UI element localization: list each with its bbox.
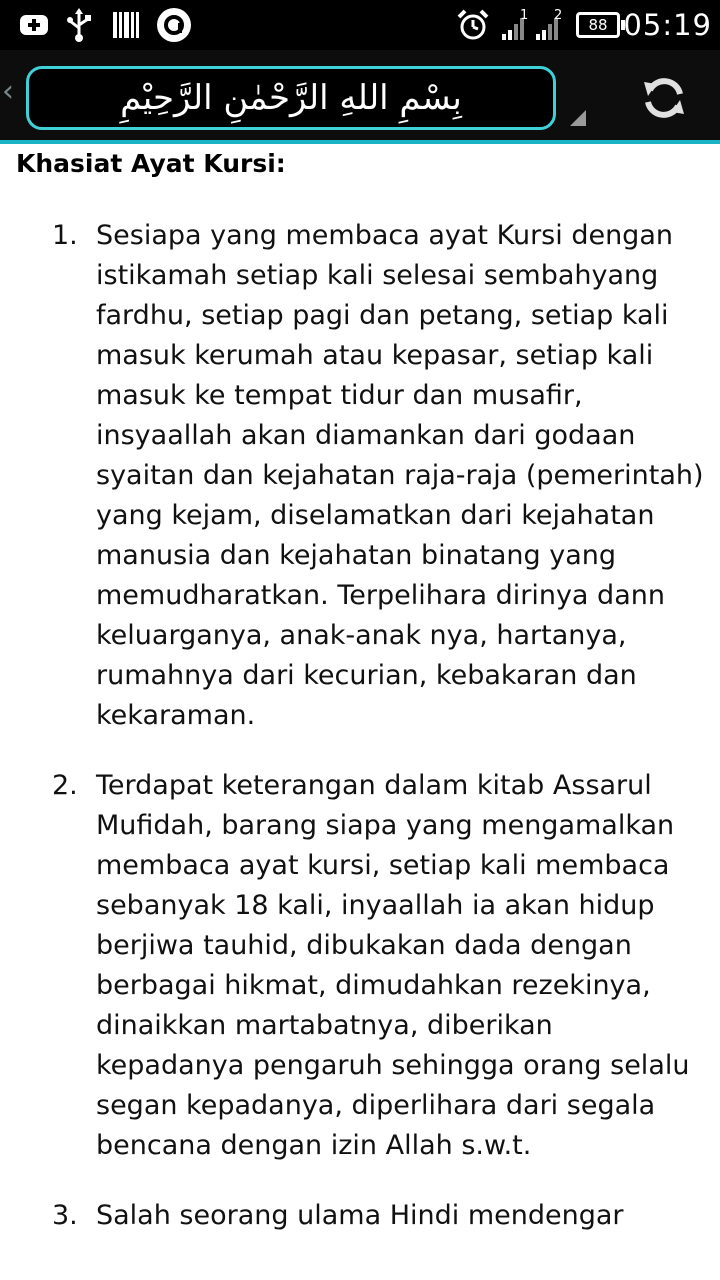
barcode-icon [112,0,140,50]
basmala-banner[interactable] [26,66,556,130]
list-item-number: 3. [52,1200,78,1231]
list-item-text: Sesiapa yang membaca ayat Kursi dengan istikamah setiap kali selesai sembahyang fardhu, setiap pagi dan petang, setiap kali masuk kerumah atau kepasar, setiap kali masuk ke tempat tidur dan musafir, insyaallah akan diamankan dari godaan syaitan dan kejahatan raja-raja (pemerintah) yang kejam, diselamatkan dari kejahatan manusia dan kejahatan binatang yang memudharatkan. Terpelihara dirinya dann keluarganya, anak-anak nya, hartanya, rumahnya dari kecurian, kebakaran dan kekaraman. [96,220,704,731]
list-item-number: 2. [52,770,78,801]
status-bar [0,0,720,50]
app-circle-icon [156,0,192,50]
notification-plus-icon [18,0,50,50]
action-bar [0,50,720,144]
page-title: Khasiat Ayat Kursi: [16,149,286,178]
battery-level: 88 [576,12,620,38]
dropdown-corner-icon [570,110,586,126]
list-item-number: 1. [52,220,78,251]
usb-icon [66,0,92,50]
back-chevron-icon[interactable]: ‹ [2,74,14,109]
article-content[interactable] [0,148,720,1280]
list-item-text: Terdapat keterangan dalam kitab Assarul Mufidah, barang siapa yang mengamalkan membaca ayat kursi, setiap kali membaca sebanyak 18 kali, inyaallah ia akan hidup berjiwa tauhid, dibukakan dada dengan berbagai hikmat, dimudahkan rezekinya, dinaikkan martabatnya, diberikan kepadanya pengaruh sehingga orang selalu segan kepadanya, diperlihara dari segala bencana dengan izin Allah s.w.t. [96,770,690,1161]
signal-1-label: 1 [520,7,529,23]
basmala-text: بِسْمِ اللهِ الرَّحْمٰنِ الرَّحِيْمِ [120,78,462,118]
list-item-text: Salah seorang ulama Hindi mendengar [96,1200,624,1231]
signal-2-label: 2 [554,7,563,23]
alarm-icon [456,0,490,50]
list-item [0,1196,720,1236]
list-item [0,216,720,736]
benefit-list [0,216,720,1266]
battery-icon [576,0,625,50]
refresh-icon [640,74,688,122]
refresh-button[interactable] [636,70,692,126]
list-item [0,766,720,1166]
clock: 05:19 [623,8,712,42]
